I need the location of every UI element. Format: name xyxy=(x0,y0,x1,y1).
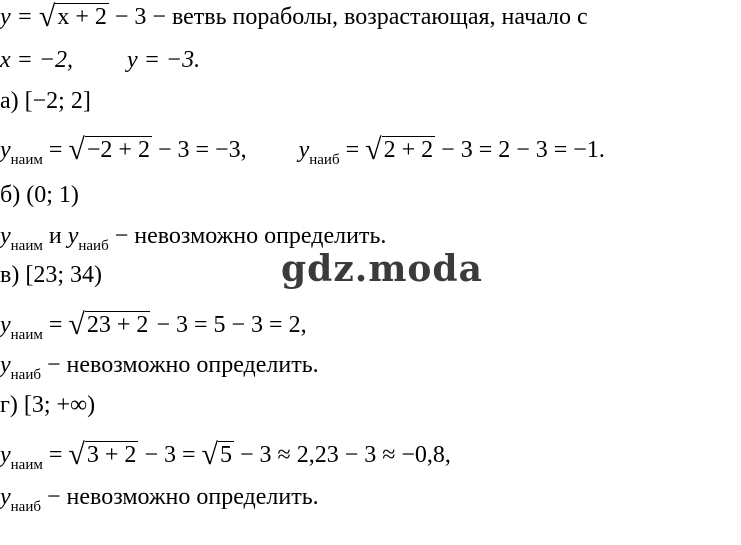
equals: = xyxy=(339,137,366,163)
sqrt-expression xyxy=(365,135,435,165)
vertex-x: x = −2, xyxy=(0,47,74,73)
y-min-symbol: y xyxy=(0,137,11,163)
y-min-symbol: y xyxy=(0,442,11,468)
function-lhs: y = xyxy=(0,4,39,30)
y-max-symbol: y xyxy=(67,223,79,249)
y-max-symbol: y xyxy=(0,484,11,510)
sqrt-radicand: 2 + 2 xyxy=(383,137,434,163)
sqrt-sign: √ xyxy=(68,133,85,166)
case-c-min-result xyxy=(0,308,307,343)
sqrt-sign: √ xyxy=(68,308,85,341)
sqrt-sign: √ xyxy=(365,133,382,166)
vertex-y: y = −3. xyxy=(127,47,201,73)
y-max-subscript: наиб xyxy=(78,238,109,254)
y-min-symbol: y xyxy=(0,312,11,338)
y-max-symbol: y xyxy=(298,137,310,163)
y-min-symbol: y xyxy=(0,223,11,249)
case-d-max-result xyxy=(0,482,319,515)
function-rhs-text: − 3 − ветвь пораболы, возрастающая, начало с xyxy=(108,4,588,30)
case-b-heading: б) (0; 1) xyxy=(0,182,79,208)
y-max-subscript: наиб xyxy=(309,152,340,168)
sqrt-radicand: 3 + 2 xyxy=(86,442,137,468)
intermediate-equals: − 3 = xyxy=(138,442,202,468)
y-max-symbol: y xyxy=(0,352,11,378)
equals: = xyxy=(42,442,69,468)
conjunction: и xyxy=(42,223,68,249)
y-min-value: − 3 = 5 − 3 = 2, xyxy=(150,312,307,338)
case-c-heading: в) [23; 34) xyxy=(0,262,102,288)
watermark-logo: gdz.moda xyxy=(281,248,483,290)
y-min-subscript: наим xyxy=(10,152,43,168)
y-min-subscript: наим xyxy=(10,327,43,343)
y-min-subscript: наим xyxy=(10,238,43,254)
equals: = xyxy=(42,312,69,338)
sqrt-radicand: −2 + 2 xyxy=(86,137,150,163)
y-max-subscript: наиб xyxy=(10,367,42,383)
sqrt-expression xyxy=(68,310,150,340)
sqrt-expression xyxy=(202,440,234,470)
y-min-value: − 3 ≈ 2,23 − 3 ≈ −0,8, xyxy=(233,442,451,468)
sqrt-sign: √ xyxy=(68,438,85,471)
sqrt-radicand: x + 2 xyxy=(57,4,107,30)
case-a-result xyxy=(0,133,605,168)
case-d-heading: г) [3; +∞) xyxy=(0,392,96,418)
case-a-heading: а) [−2; 2] xyxy=(0,88,91,114)
sqrt-sign: √ xyxy=(201,438,218,471)
line-function-definition xyxy=(0,2,588,32)
sqrt-expression xyxy=(39,2,109,32)
equals: = xyxy=(42,137,69,163)
sqrt-expression xyxy=(68,440,138,470)
case-c-max-result xyxy=(0,350,319,383)
sqrt-sign: √ xyxy=(38,0,56,33)
undetermined-text: − невозможно определить. xyxy=(41,484,319,510)
sqrt-expression xyxy=(68,135,152,165)
case-d-min-result xyxy=(0,438,451,473)
y-min-subscript: наим xyxy=(10,457,43,473)
y-min-value: − 3 = −3, xyxy=(151,137,247,163)
sqrt-radicand: 5 xyxy=(219,442,232,468)
undetermined-text: − невозможно определить. xyxy=(108,223,387,249)
case-b-result xyxy=(0,221,387,254)
line-vertex xyxy=(0,45,200,75)
y-max-value: − 3 = 2 − 3 = −1. xyxy=(435,137,605,163)
sqrt-radicand: 23 + 2 xyxy=(86,312,149,338)
undetermined-text: − невозможно определить. xyxy=(41,352,319,378)
y-max-subscript: наиб xyxy=(10,499,42,515)
